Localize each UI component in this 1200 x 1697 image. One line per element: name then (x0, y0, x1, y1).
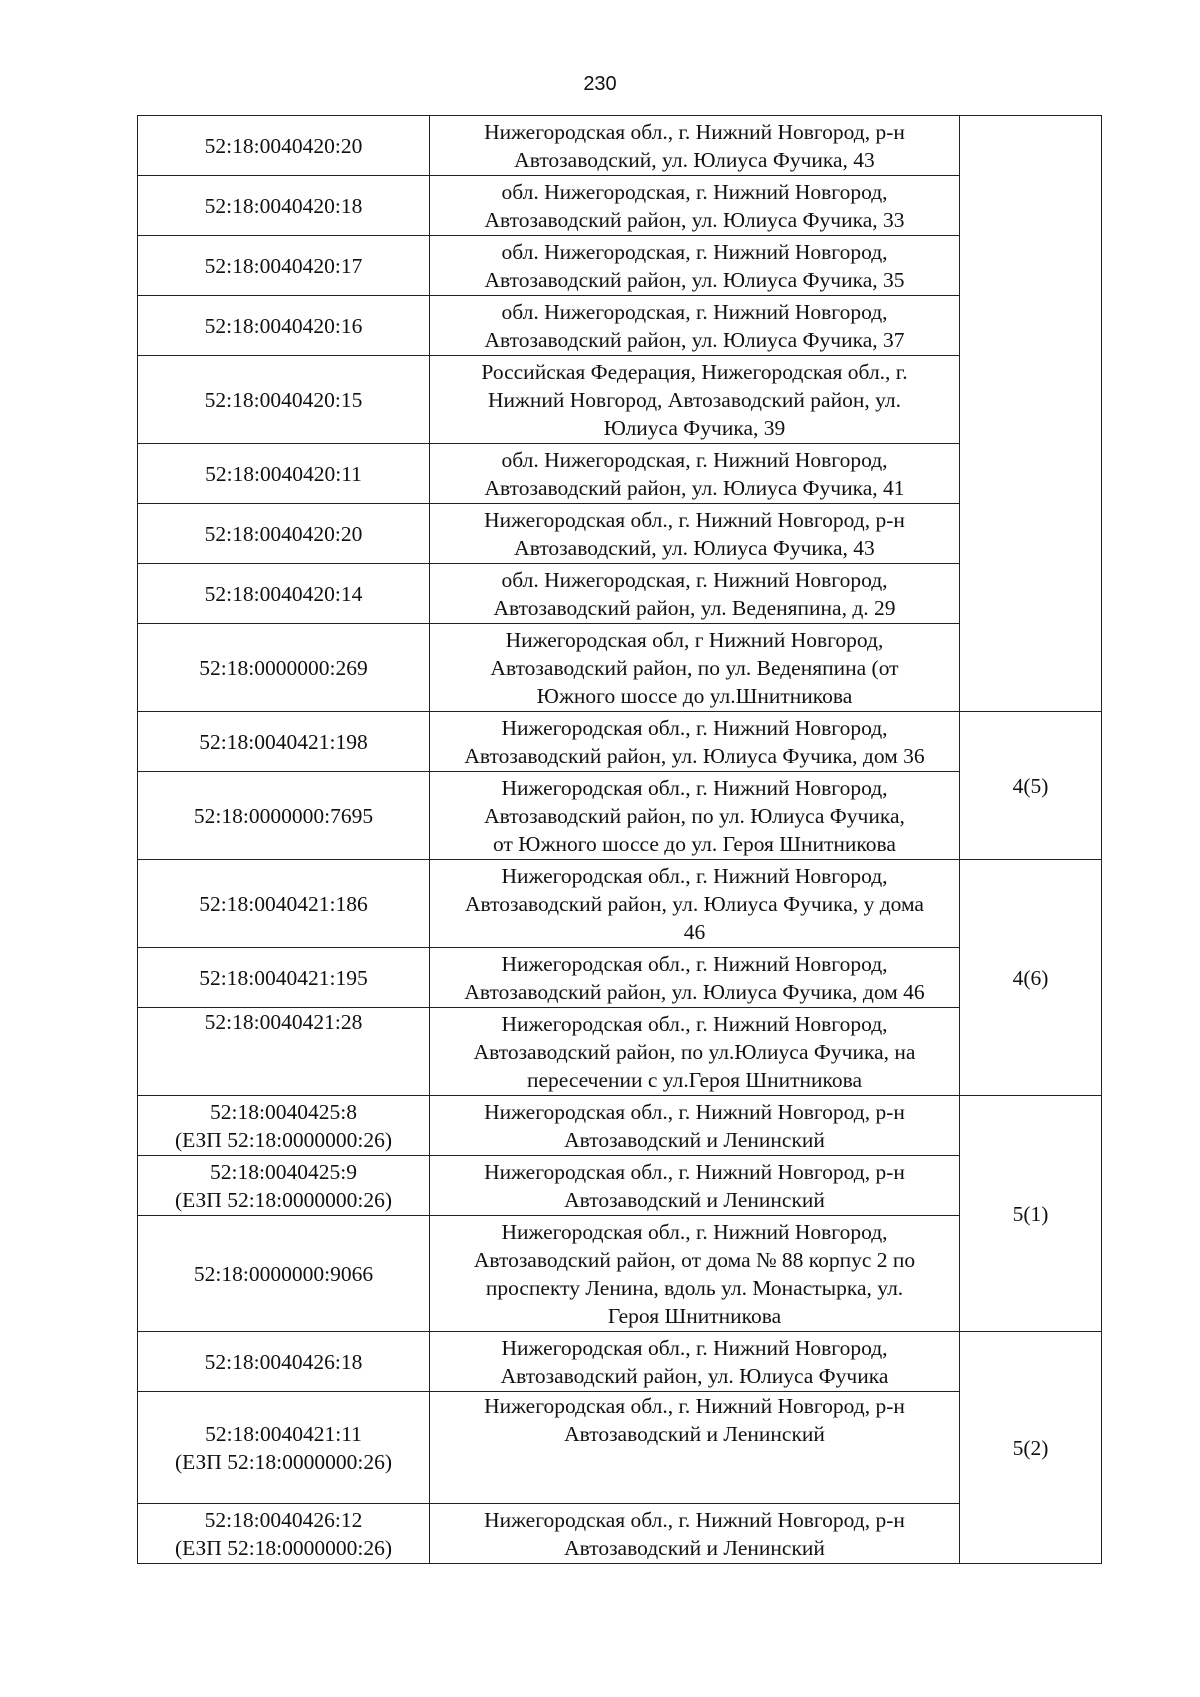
address-cell (430, 624, 960, 712)
cadastral-number-cell (138, 1392, 430, 1504)
address-cell (430, 356, 960, 444)
cell-line: Автозаводский район, по ул. Юлиуса Фучика, (484, 803, 905, 828)
cell-line: 52:18:0040420:15 (204, 387, 363, 412)
cell-line: 52:18:0000000:7695 (193, 803, 374, 828)
table-row (138, 1008, 1102, 1096)
cadastral-number-cell (138, 948, 430, 1008)
address-cell (430, 504, 960, 564)
cadastral-number-cell (138, 712, 430, 772)
cell-line: (ЕЗП 52:18:0000000:26) (174, 1535, 393, 1560)
cell-line: Нижегородская обл., г. Нижний Новгород, р-н (484, 1394, 905, 1418)
cadastral-number-cell (138, 772, 430, 860)
address-cell (430, 1332, 960, 1392)
table-row (138, 624, 1102, 712)
table-row (138, 176, 1102, 236)
address-cell (430, 176, 960, 236)
cell-line: 52:18:0040425:8 (210, 1099, 357, 1124)
table-row (138, 1156, 1102, 1216)
cell-line: 52:18:0040420:20 (204, 521, 363, 546)
cell-line: Автозаводский район, от дома № 88 корпус 2 по (473, 1247, 916, 1272)
cell-line: 52:18:0040420:18 (204, 193, 363, 218)
group-number-cell (960, 116, 1102, 712)
address-cell (430, 712, 960, 772)
group-number-cell: 4(6) (960, 860, 1102, 1096)
cadastral-number-cell (138, 296, 430, 356)
address-cell (430, 948, 960, 1008)
cadastral-number-cell (138, 116, 430, 176)
cell-line: Автозаводский район, ул. Юлиуса Фучика, 33 (484, 207, 905, 232)
cell-line: 52:18:0040420:11 (205, 461, 362, 486)
group-number-cell: 4(5) (960, 712, 1102, 860)
cell-line: Автозаводский район, ул. Юлиуса Фучика, 41 (484, 475, 905, 500)
cell-line: (ЕЗП 52:18:0000000:26) (174, 1449, 393, 1474)
address-cell (430, 1156, 960, 1216)
cell-line: 52:18:0040426:12 (204, 1507, 363, 1532)
cell-line: Автозаводский район, ул. Юлиуса Фучика (500, 1363, 889, 1388)
cadastral-number-cell (138, 1008, 430, 1096)
cell-line: Нижегородская обл., г. Нижний Новгород, (501, 863, 888, 888)
table-row (138, 1096, 1102, 1156)
cell-line: Автозаводский и Ленинский (564, 1535, 825, 1560)
table-row (138, 1332, 1102, 1392)
cell-line: Нижний Новгород, Автозаводский район, ул. (487, 387, 901, 412)
table-row (138, 116, 1102, 176)
cell-line: 52:18:0040420:20 (204, 133, 363, 158)
cell-line: обл. Нижегородская, г. Нижний Новгород, (501, 299, 888, 324)
cell-line: Нижегородская обл., г. Нижний Новгород, р-н (484, 1099, 905, 1124)
cell-line: Российская Федерация, Нижегородская обл., г. (481, 359, 908, 384)
cell-line: 52:18:0040421:198 (199, 729, 368, 754)
table-row (138, 356, 1102, 444)
address-cell (430, 296, 960, 356)
cell-line: 52:18:0040421:28 (204, 1010, 363, 1034)
address-cell (430, 1504, 960, 1564)
cell-line: Южного шоссе до ул.Шнитникова (536, 683, 853, 708)
cell-line: Нижегородская обл., г. Нижний Новгород, р-н (484, 507, 905, 532)
cell-line: Автозаводский район, по ул.Юлиуса Фучика, на (473, 1039, 916, 1064)
cell-line: Автозаводский район, ул. Веденяпина, д. 29 (493, 595, 896, 620)
cell-line: Автозаводский район, ул. Юлиуса Фучика, 35 (484, 267, 905, 292)
cadastral-number-cell (138, 356, 430, 444)
table-row (138, 712, 1102, 772)
cadastral-number-cell (138, 504, 430, 564)
cell-line: от Южного шоссе до ул. Героя Шнитникова (493, 831, 896, 856)
table-row (138, 504, 1102, 564)
address-cell (430, 444, 960, 504)
cadastral-number-cell (138, 1216, 430, 1332)
cell-line: Нижегородская обл., г. Нижний Новгород, (501, 1219, 888, 1244)
cell-line: Юлиуса Фучика, 39 (603, 415, 786, 440)
cell-line: Автозаводский и Ленинский (564, 1422, 825, 1446)
address-cell (430, 1096, 960, 1156)
cadastral-number-cell (138, 564, 430, 624)
cell-line: Нижегородская обл., г. Нижний Новгород, р-н (484, 1507, 905, 1532)
table-row (138, 296, 1102, 356)
cell-line: Автозаводский район, ул. Юлиуса Фучика, дом 36 (464, 743, 925, 768)
cell-line: (ЕЗП 52:18:0000000:26) (174, 1127, 393, 1152)
cell-line: Автозаводский, ул. Юлиуса Фучика, 43 (514, 147, 875, 172)
cell-line: 52:18:0040421:195 (199, 965, 368, 990)
table-row (138, 772, 1102, 860)
cell-line: пересечении с ул.Героя Шнитникова (526, 1067, 863, 1092)
address-cell (430, 116, 960, 176)
parcels-table (137, 115, 1102, 1564)
cell-line: 52:18:0040420:17 (204, 253, 363, 278)
cell-line: обл. Нижегородская, г. Нижний Новгород, (501, 567, 888, 592)
cell-line: Автозаводский район, по ул. Веденяпина (от (490, 655, 899, 680)
parcels-table-body (138, 116, 1102, 1564)
cell-line: проспекту Ленина, вдоль ул. Монастырка, ул. (485, 1275, 904, 1300)
cell-line: (ЕЗП 52:18:0000000:26) (174, 1187, 393, 1212)
cell-line: 52:18:0040421:186 (199, 891, 368, 916)
table-row (138, 444, 1102, 504)
address-cell (430, 1392, 960, 1504)
cell-line: обл. Нижегородская, г. Нижний Новгород, (501, 447, 888, 472)
address-cell (430, 1008, 960, 1096)
cell-line: Нижегородская обл., г. Нижний Новгород, (501, 715, 888, 740)
cell-line: Героя Шнитникова (607, 1303, 782, 1328)
cell-line: Автозаводский и Ленинский (564, 1127, 825, 1152)
cell-line: Нижегородская обл., г. Нижний Новгород, (501, 1011, 888, 1036)
cadastral-number-cell (138, 1504, 430, 1564)
cell-line: обл. Нижегородская, г. Нижний Новгород, (501, 239, 888, 264)
cadastral-number-cell (138, 1096, 430, 1156)
cell-line: Автозаводский район, ул. Юлиуса Фучика, у дома (465, 891, 924, 916)
cadastral-number-cell (138, 176, 430, 236)
group-number-cell: 5(1) (960, 1096, 1102, 1332)
table-row (138, 1504, 1102, 1564)
address-cell (430, 860, 960, 948)
cell-line: 52:18:0040421:11 (205, 1421, 362, 1446)
address-cell (430, 772, 960, 860)
table-row (138, 948, 1102, 1008)
cell-line: обл. Нижегородская, г. Нижний Новгород, (501, 179, 888, 204)
cell-line: 52:18:0000000:269 (199, 655, 368, 680)
page-number: 230 (583, 73, 617, 95)
cell-line: Автозаводский, ул. Юлиуса Фучика, 43 (514, 535, 875, 560)
address-cell (430, 236, 960, 296)
cadastral-number-cell (138, 624, 430, 712)
cell-line: Автозаводский район, ул. Юлиуса Фучика, 37 (484, 327, 905, 352)
cell-line: Нижегородская обл, г Нижний Новгород, (505, 627, 884, 652)
table-row (138, 1392, 1102, 1504)
cadastral-number-cell (138, 444, 430, 504)
table-row (138, 236, 1102, 296)
cell-line: Нижегородская обл., г. Нижний Новгород, (501, 1335, 888, 1360)
cadastral-number-cell (138, 1156, 430, 1216)
address-cell (430, 564, 960, 624)
cell-line: 52:18:0000000:9066 (193, 1261, 374, 1286)
table-row (138, 860, 1102, 948)
cell-line: Нижегородская обл., г. Нижний Новгород, р-н (484, 119, 905, 144)
cell-line: Нижегородская обл., г. Нижний Новгород, р-н (484, 1159, 905, 1184)
table-row (138, 564, 1102, 624)
cadastral-number-cell (138, 860, 430, 948)
cell-line: 52:18:0040426:18 (204, 1349, 363, 1374)
cell-line: Автозаводский и Ленинский (564, 1187, 825, 1212)
cell-line: Нижегородская обл., г. Нижний Новгород, (501, 775, 888, 800)
table-row (138, 1216, 1102, 1332)
cell-line: 46 (683, 919, 706, 944)
cell-line: 52:18:0040420:16 (204, 313, 363, 338)
address-cell (430, 1216, 960, 1332)
cadastral-number-cell (138, 236, 430, 296)
cell-line: Нижегородская обл., г. Нижний Новгород, (501, 951, 888, 976)
cell-line: 52:18:0040425:9 (210, 1159, 357, 1184)
cell-line: 52:18:0040420:14 (204, 581, 363, 606)
group-number-cell: 5(2) (960, 1332, 1102, 1564)
cadastral-number-cell (138, 1332, 430, 1392)
cell-line: Автозаводский район, ул. Юлиуса Фучика, дом 46 (464, 979, 925, 1004)
